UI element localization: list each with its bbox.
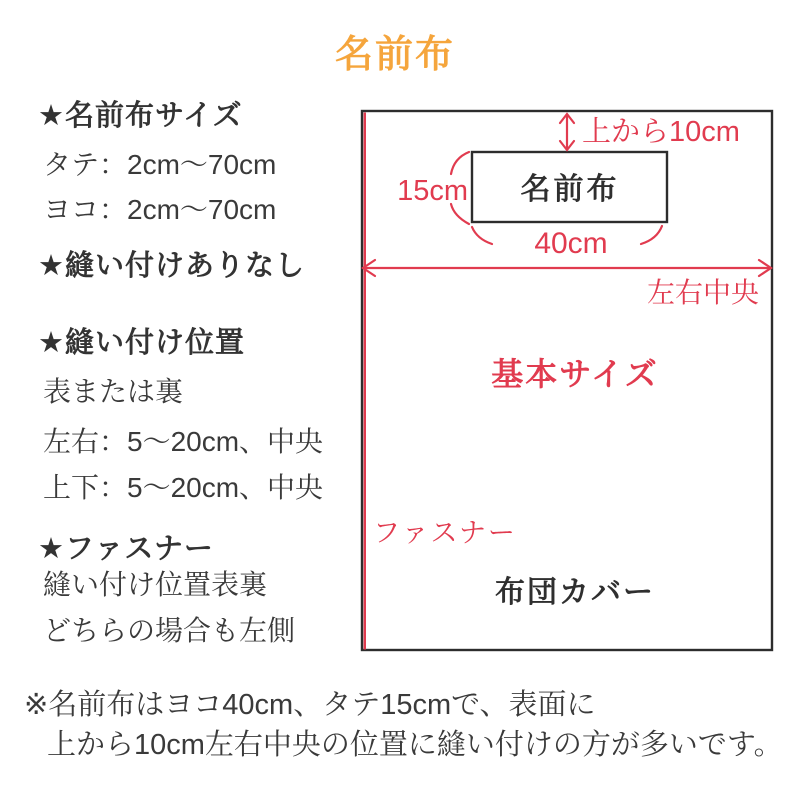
top-offset-label: 上から10cm bbox=[582, 116, 740, 148]
page-title: 名前布 bbox=[334, 34, 455, 76]
width-label: 40cm bbox=[534, 227, 608, 260]
name-cloth-label: 名前布 bbox=[520, 173, 620, 206]
footnote-line-2: 上から10cm左右中央の位置に縫い付けの方が多いです。 bbox=[47, 729, 783, 761]
info-line-zipper-position: 縫い付け位置表裏 bbox=[43, 569, 268, 600]
height-bracket-top bbox=[451, 152, 469, 174]
info-line-front-or-back: 表または裏 bbox=[43, 376, 184, 407]
center-label: 左右中央 bbox=[646, 277, 759, 308]
height-bracket-bottom bbox=[451, 204, 469, 224]
height-label: 15cm bbox=[397, 175, 468, 207]
top-offset-arrow bbox=[560, 114, 574, 150]
width-bracket-right bbox=[641, 226, 662, 244]
info-line-left-right-range: 左右：5〜20cm、中央 bbox=[43, 426, 324, 457]
info-line-top-bottom-range: 上下：5〜20cm、中央 bbox=[43, 472, 324, 503]
info-line-height-range: タテ：2cm〜70cm bbox=[43, 149, 277, 180]
footnote-line-1: ※名前布はヨコ40cm、タテ15cmで、表面に bbox=[24, 689, 596, 721]
info-heading-zipper: ★ファスナー bbox=[38, 533, 214, 565]
info-heading-name-cloth-size: ★名前布サイズ bbox=[38, 100, 243, 132]
basic-size-label: 基本サイズ bbox=[491, 356, 659, 392]
width-bracket-left bbox=[472, 227, 492, 244]
info-heading-sewing-optional: ★縫い付けありなし bbox=[38, 250, 305, 282]
info-line-width-range: ヨコ：2cm〜70cm bbox=[43, 194, 277, 225]
info-line-zipper-side: どちらの場合も左側 bbox=[43, 615, 296, 646]
cover-label: 布団カバー bbox=[495, 576, 655, 609]
info-heading-sewing-position: ★縫い付け位置 bbox=[38, 327, 245, 359]
center-width-arrow bbox=[363, 260, 771, 276]
zipper-label: ファスナー bbox=[373, 518, 517, 548]
